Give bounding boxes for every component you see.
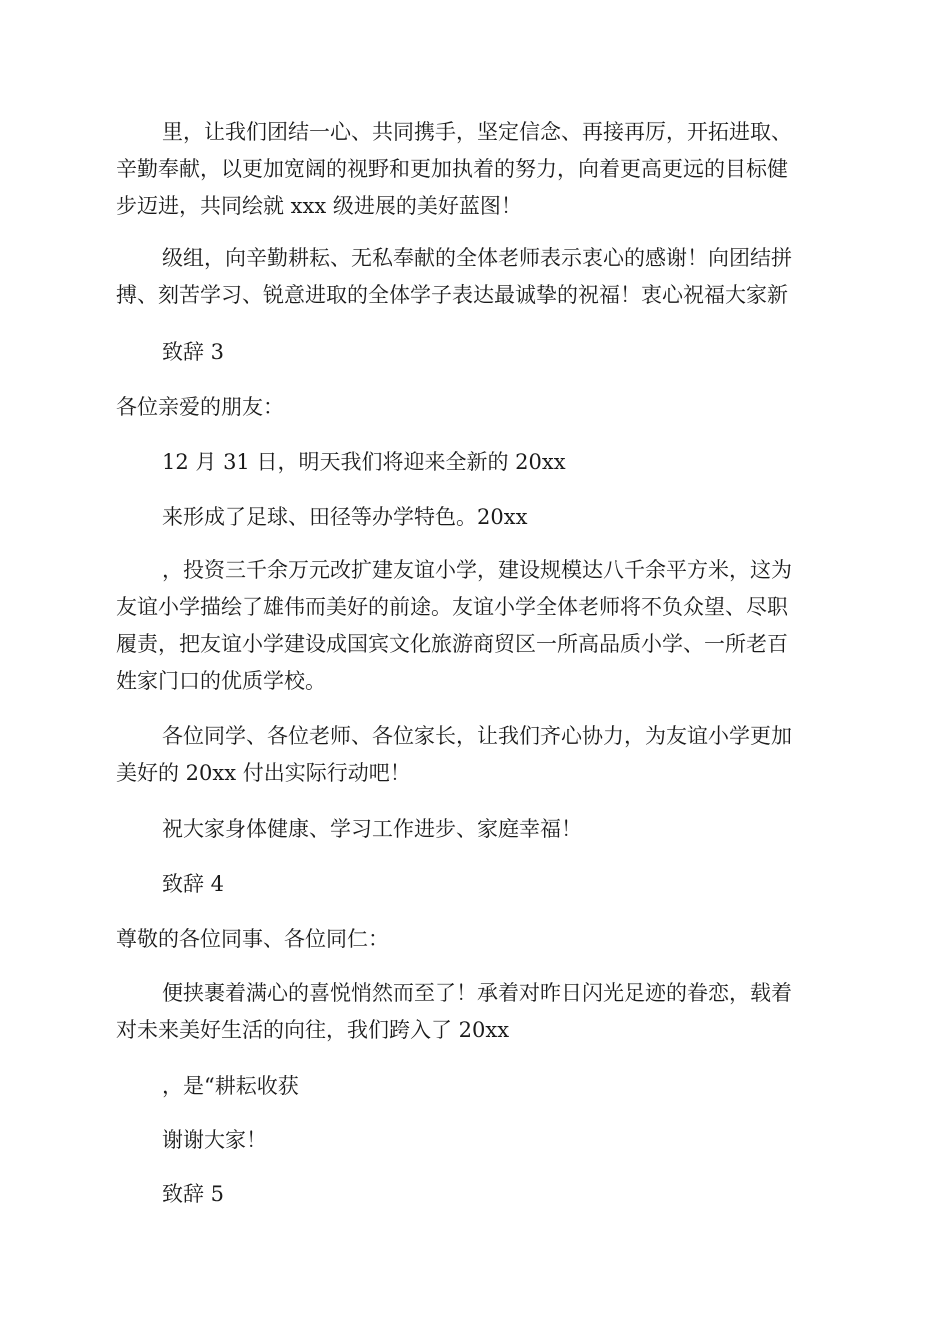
paragraph-9: ，是“耕耘收获	[162, 1074, 299, 1098]
paragraph-5	[116, 552, 836, 700]
salutation-4: 尊敬的各位同事、各位同仁：	[116, 927, 389, 951]
paragraph-4: 来形成了足球、田径等办学特色。20xx	[162, 505, 528, 529]
section-heading-5: 致辞 5	[162, 1182, 225, 1206]
paragraph-8-line-1: 便挟裹着满心的喜悦悄然而至了！承着对昨日闪光足迹的眷恋，载着	[162, 981, 792, 1005]
paragraph-2-line-1: 级组，向辛勤耕耘、无私奉献的全体老师表示衷心的感谢！向团结拼	[162, 246, 792, 270]
paragraph-5-line-1: ，投资三千余万元改扩建友谊小学，建设规模达八千余平方米，这为	[162, 558, 792, 582]
paragraph-5-line-4: 姓家门口的优质学校。	[116, 669, 326, 693]
paragraph-2	[116, 240, 836, 314]
paragraph-7: 祝大家身体健康、学习工作进步、家庭幸福！	[162, 817, 582, 841]
paragraph-3: 12 月 31 日，明天我们将迎来全新的 20xx	[162, 450, 566, 474]
paragraph-6	[116, 718, 836, 792]
paragraph-2-line-2: 搏、刻苦学习、锐意进取的全体学子表达最诚挚的祝福！衷心祝福大家新	[116, 283, 788, 307]
paragraph-5-line-3: 履责，把友谊小学建设成国宾文化旅游商贸区一所高品质小学、一所老百	[116, 632, 788, 656]
paragraph-8	[116, 975, 836, 1049]
paragraph-1-line-3: 步迈进，共同绘就 xxx 级进展的美好蓝图！	[116, 194, 522, 218]
paragraph-6-line-1: 各位同学、各位老师、各位家长，让我们齐心协力，为友谊小学更加	[162, 724, 792, 748]
paragraph-1	[116, 114, 836, 225]
section-heading-3: 致辞 3	[162, 340, 225, 364]
paragraph-1-line-2: 辛勤奉献，以更加宽阔的视野和更加执着的努力，向着更高更远的目标健	[116, 157, 788, 181]
section-heading-4: 致辞 4	[162, 872, 225, 896]
paragraph-8-line-2: 对未来美好生活的向往，我们跨入了 20xx	[116, 1018, 510, 1042]
paragraph-5-line-2: 友谊小学描绘了雄伟而美好的前途。友谊小学全体老师将不负众望、尽职	[116, 595, 788, 619]
paragraph-10: 谢谢大家！	[162, 1128, 267, 1152]
paragraph-6-line-2: 美好的 20xx 付出实际行动吧！	[116, 761, 411, 785]
paragraph-1-line-1: 里，让我们团结一心、共同携手，坚定信念、再接再厉，开拓进取、	[162, 120, 792, 144]
salutation-3: 各位亲爱的朋友：	[116, 395, 284, 419]
